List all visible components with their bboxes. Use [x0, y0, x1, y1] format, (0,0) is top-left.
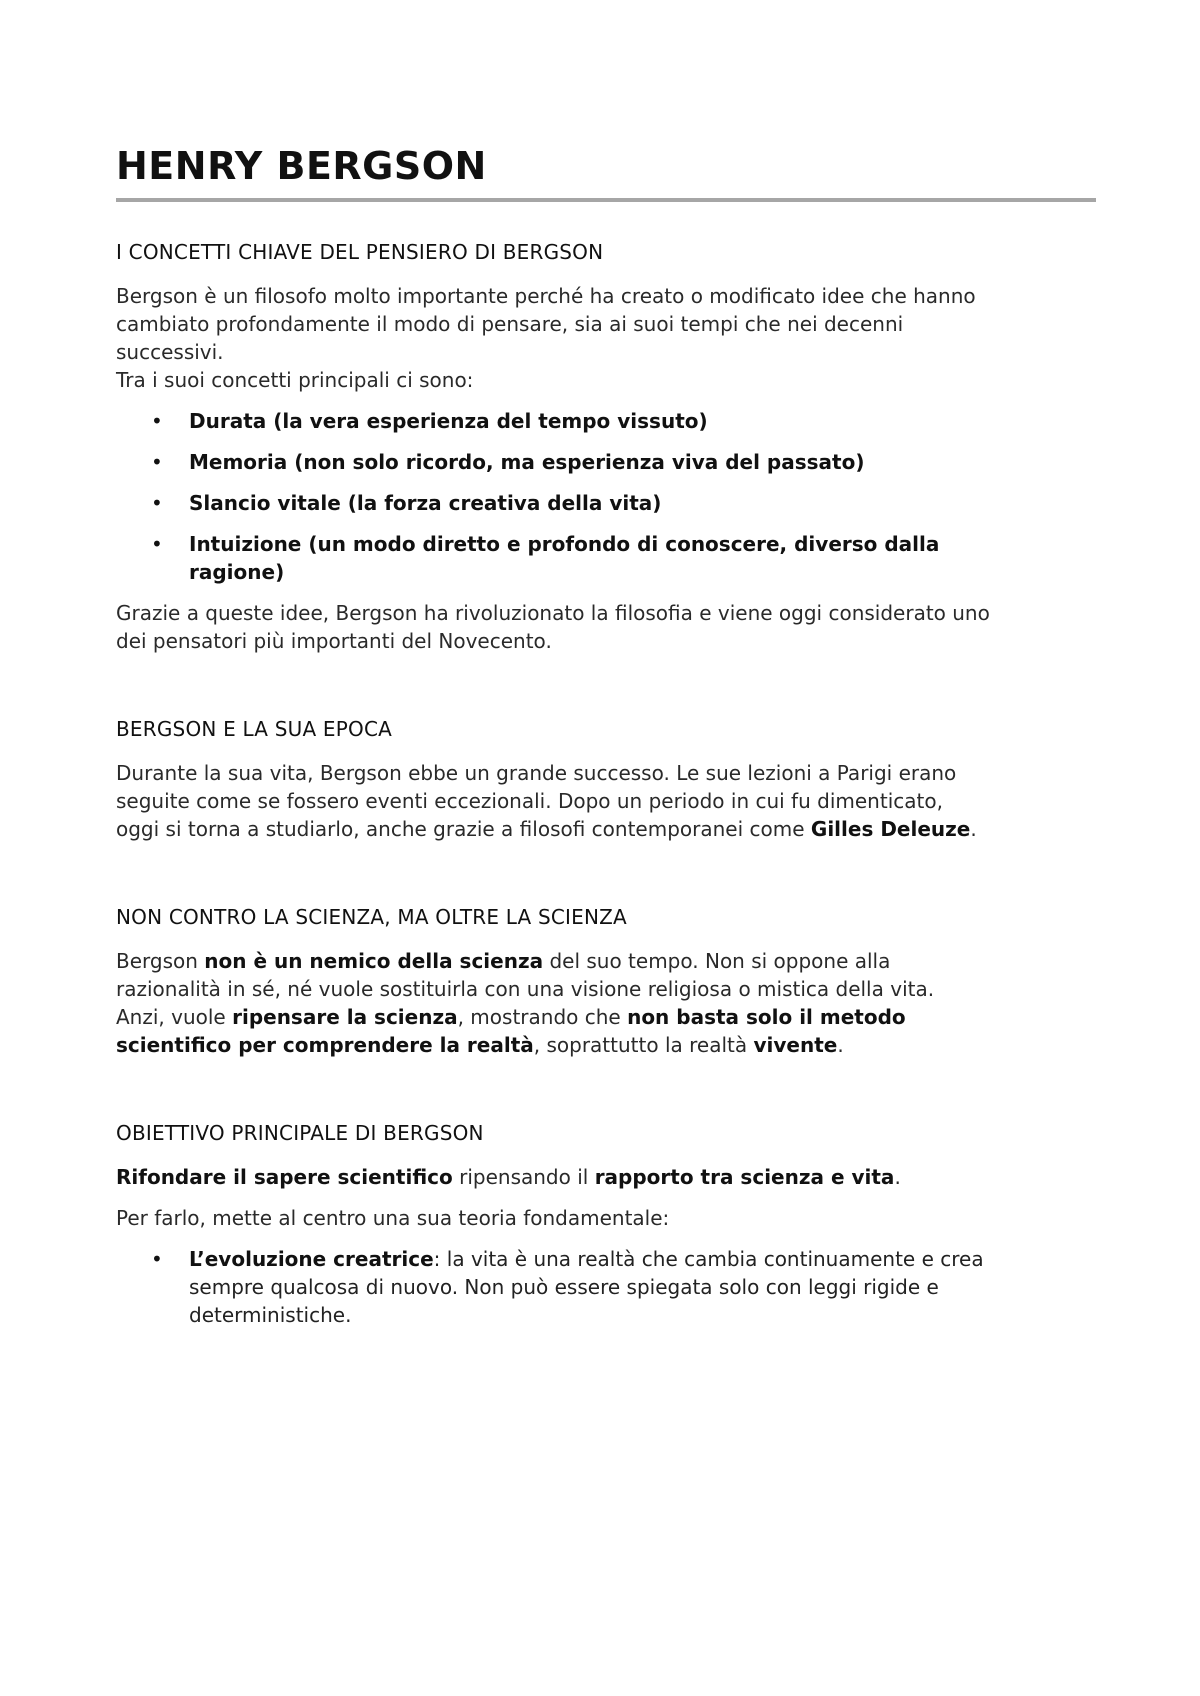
- document-title: HENRY BERGSON: [116, 144, 487, 188]
- section-heading-scienza: NON CONTRO LA SCIENZA, MA OLTRE LA SCIENZA: [116, 905, 627, 929]
- bullet-icon: •: [151, 491, 163, 515]
- bullet-icon: •: [151, 1247, 163, 1271]
- s1-intro: Bergson è un filosofo molto importante perché ha creato o modificato idee che hanno cambiato profondamente il modo di pensare, sia ai suoi tempi che nei decenni successivi. Tra i suoi concetti principali ci sono:: [116, 284, 976, 392]
- section-heading-concetti: I CONCETTI CHIAVE DEL PENSIERO DI BERGSON: [116, 240, 604, 264]
- bullet-icon: •: [151, 532, 163, 556]
- bullet-icon: •: [151, 450, 163, 474]
- s2-paragraph: Durante la sua vita, Bergson ebbe un grande successo. Le sue lezioni a Parigi erano seguite come se fossero eventi eccezionali. Dopo un periodo in cui fu dimenticato, oggi si torna a studiarlo, anche grazie a filosofi contemporanei come Gilles Deleuze.: [116, 761, 977, 841]
- list-item: • Intuizione (un modo diretto e profondo di conoscere, diverso dalla ragione): [151, 532, 940, 584]
- bullet-icon: •: [151, 409, 163, 433]
- concepts-list: [116, 407, 1096, 586]
- s3-paragraph: Bergson non è un nemico della scienza del suo tempo. Non si oppone alla razionalità in sé, né vuole sostituirla con una visione religiosa o mistica della vita. Anzi, vuole ripensare la scienza, mostrando che non basta solo il metodo scientifico per comprendere la realtà, soprattutto la realtà vivente.: [116, 949, 935, 1057]
- s4-goal: Rifondare il sapere scientifico ripensando il rapporto tra scienza e vita.: [116, 1165, 901, 1189]
- section-heading-obiettivo: OBIETTIVO PRINCIPALE DI BERGSON: [116, 1121, 484, 1145]
- s1-outro: Grazie a queste idee, Bergson ha rivoluzionato la filosofia e viene oggi considerato uno dei pensatori più importanti del Novecento.: [116, 601, 990, 653]
- list-item: • Durata (la vera esperienza del tempo vissuto): [151, 409, 708, 433]
- theory-list: [116, 1245, 1096, 1329]
- list-item: • Memoria (non solo ricordo, ma esperienza viva del passato): [151, 450, 865, 474]
- list-item: • L’evoluzione creatrice: la vita è una realtà che cambia continuamente e crea sempre qualcosa di nuovo. Non può essere spiegata solo con leggi rigide e deterministiche.: [151, 1247, 984, 1327]
- document-content: [116, 140, 1096, 1329]
- section-heading-epoca: BERGSON E LA SUA EPOCA: [116, 717, 393, 741]
- list-item: • Slancio vitale (la forza creativa della vita): [151, 491, 662, 515]
- s4-intro: Per farlo, mette al centro una sua teoria fondamentale:: [116, 1206, 670, 1230]
